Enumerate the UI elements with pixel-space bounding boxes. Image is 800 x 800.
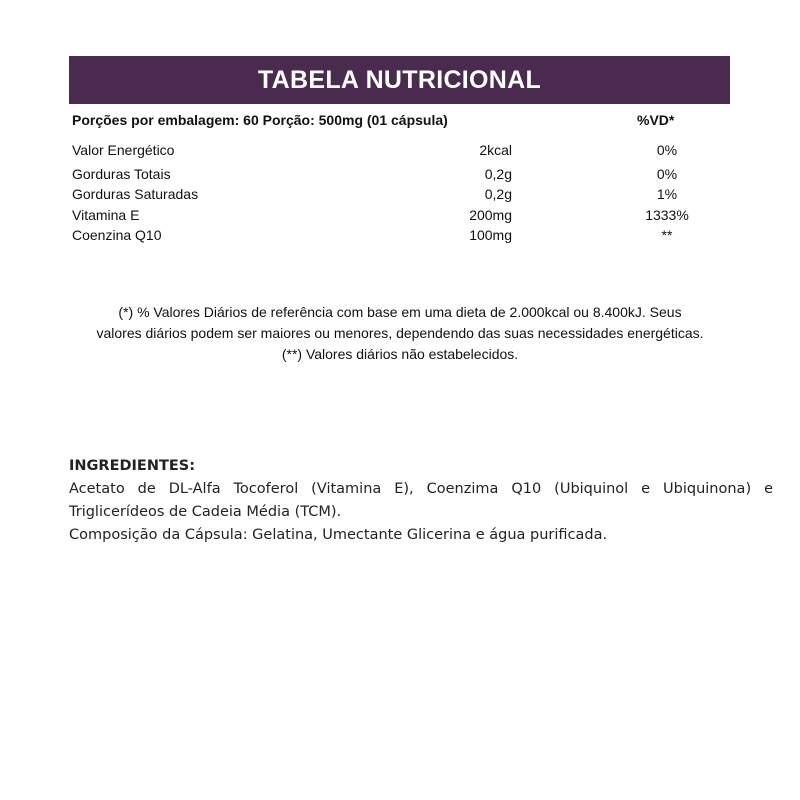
- nutrient-amount: 200mg: [469, 207, 512, 223]
- portion-label: Porções por embalagem: 60 Porção: 500mg (01 cápsula): [72, 112, 448, 128]
- nutrient-name: Gorduras Totais: [72, 166, 171, 182]
- table-title: TABELA NUTRICIONAL: [257, 65, 542, 94]
- footnote-line: (**) Valores diários não estabelecidos.: [281, 346, 519, 362]
- footnote-line: (*) % Valores Diários de referência com base em uma dieta de 2.000kcal ou 8.400kJ. Seus: [118, 304, 682, 320]
- nutrient-vd: 0%: [656, 166, 678, 182]
- nutrient-row: [72, 166, 712, 186]
- ingredients-heading: INGREDIENTES:: [69, 458, 196, 474]
- nutrient-name: Valor Energético: [72, 142, 175, 158]
- nutrient-name: Coenzina Q10: [72, 227, 162, 243]
- ingredients-text: Acetato de DL-Alfa Tocoferol (Vitamina E), Coenzima Q10 (Ubiquinol e Ubiquinona) e Triglicerídeos de Cadeia Média (TCM).: [69, 481, 773, 520]
- nutrient-row: [72, 207, 712, 227]
- nutrient-row: [72, 227, 712, 247]
- nutrient-vd: 1%: [656, 186, 678, 202]
- ingredients-section: [69, 455, 773, 547]
- nutrient-vd: 1333%: [645, 207, 689, 223]
- nutrient-row: [72, 142, 712, 162]
- capsule-composition: Composição da Cápsula: Gelatina, Umectante Glicerina e água purificada.: [69, 527, 608, 543]
- portion-row: [72, 112, 712, 132]
- footnote-line: valores diários podem ser maiores ou menores, dependendo das suas necessidades energéticas.: [96, 325, 704, 341]
- footnotes: [60, 302, 740, 365]
- nutrient-name: Vitamina E: [72, 207, 140, 223]
- nutrient-vd: **: [661, 227, 673, 243]
- nutrient-row: [72, 186, 712, 206]
- nutrient-amount: 0,2g: [484, 166, 512, 182]
- vd-header: %VD*: [637, 112, 675, 128]
- nutrient-amount: 0,2g: [484, 186, 512, 202]
- nutrition-table-header: [69, 56, 730, 104]
- nutrient-vd: 0%: [656, 142, 678, 158]
- nutrient-amount: 100mg: [469, 227, 512, 243]
- nutrient-amount: 2kcal: [479, 142, 512, 158]
- nutrient-name: Gorduras Saturadas: [72, 186, 199, 202]
